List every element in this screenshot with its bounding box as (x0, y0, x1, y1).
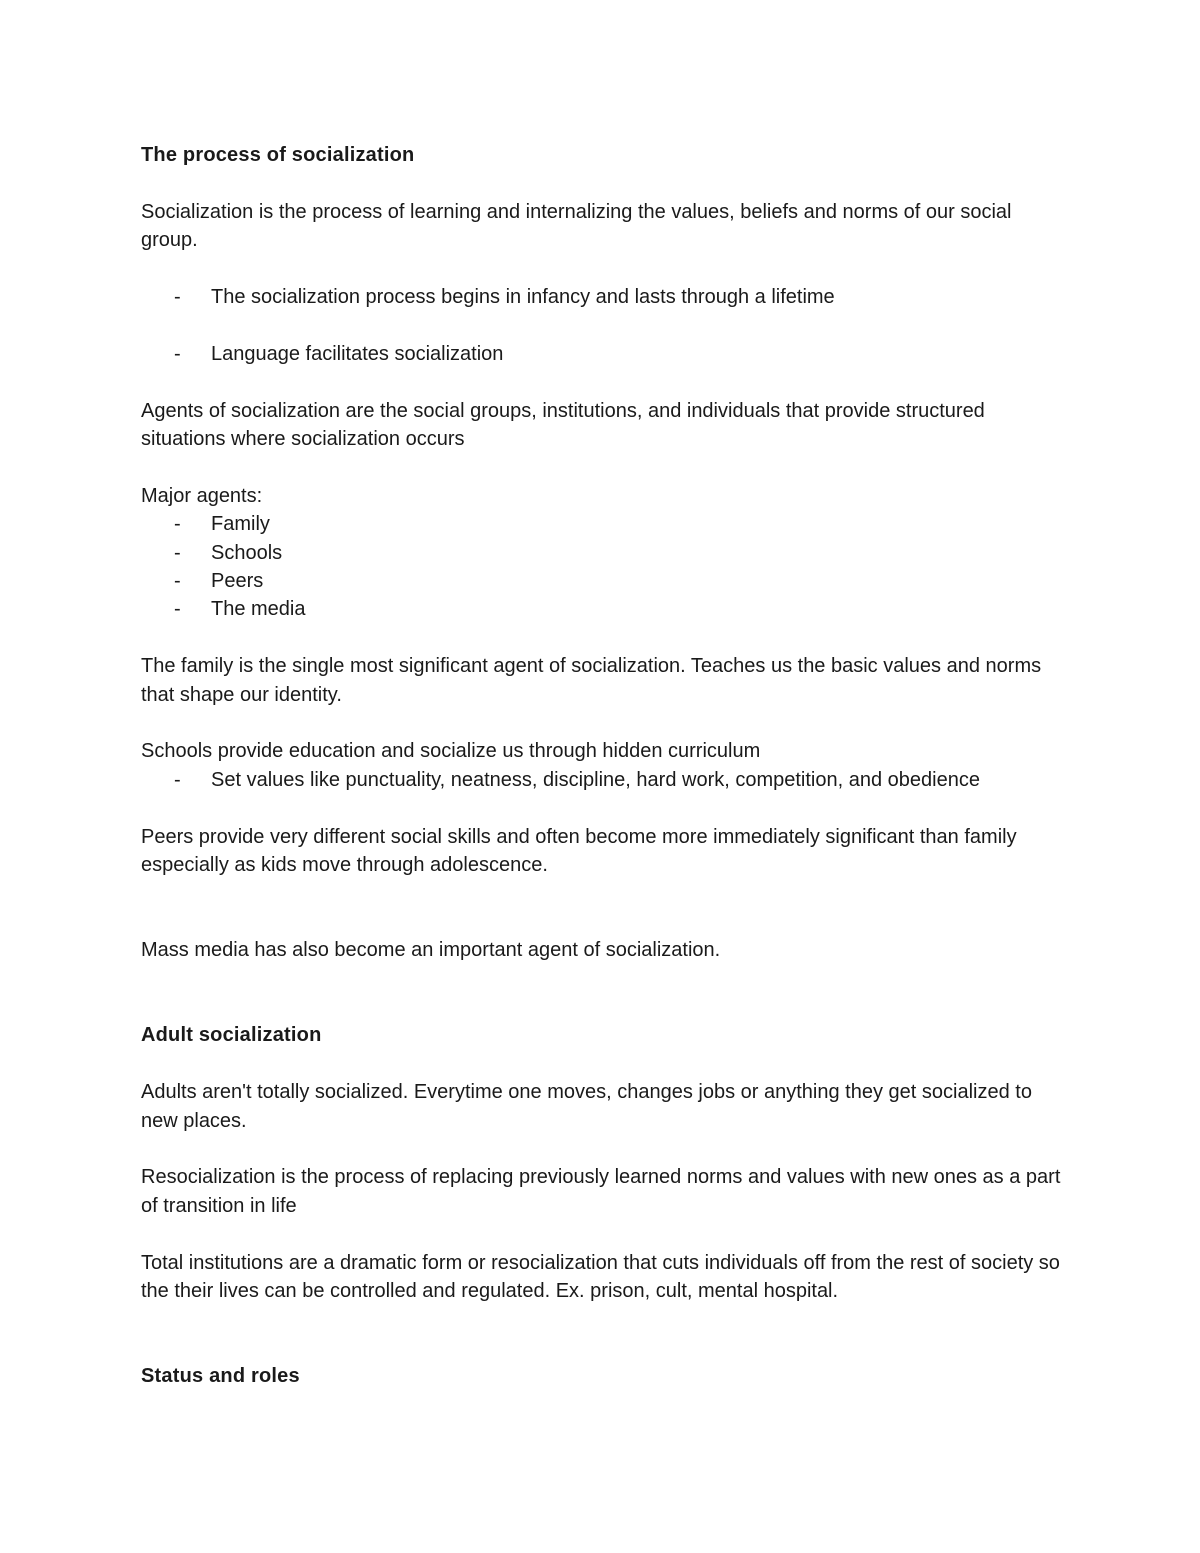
list-item-text: Set values like punctuality, neatness, discipline, hard work, competition, and obedience (211, 768, 980, 791)
paragraph-schools: Schools provide education and socialize us through hidden curriculum (141, 740, 761, 763)
paragraph-agents-definition: Agents of socialization are the social groups, institutions, and individuals that provide structured situations where socialization occurs (141, 399, 985, 450)
list-item-text: Language facilitates socialization (211, 342, 504, 365)
list-item-text: Schools (211, 541, 283, 564)
dash-bullet: - (174, 541, 181, 564)
list-item (141, 283, 1061, 311)
document-page (141, 141, 1061, 1391)
section-heading-socialization: The process of socialization (141, 144, 415, 166)
bullet-list-language (141, 340, 1061, 368)
paragraph-peers: Peers provide very different social skills and often become more immediately significant than family especially as kids move through adolescence. (141, 825, 1017, 877)
list-item (141, 539, 1061, 567)
paragraph-adults: Adults aren't totally socialized. Everytime one moves, changes jobs or anything they get socialized to new places. (141, 1081, 1032, 1132)
bullet-list-socialization (141, 283, 1061, 311)
list-item (141, 510, 1061, 538)
list-item-text: The socialization process begins in infancy and lasts through a lifetime (211, 286, 835, 308)
list-item (141, 595, 1061, 623)
paragraph-socialization-definition: Socialization is the process of learning and internalizing the values, beliefs and norms of our social group. (141, 200, 1012, 252)
major-agents-label: Major agents: (141, 484, 263, 507)
section-heading-status-roles: Status and roles (141, 1365, 300, 1388)
major-agents-list (141, 510, 1061, 624)
list-item (141, 766, 1061, 794)
dash-bullet: - (174, 286, 181, 308)
dash-bullet: - (174, 513, 181, 536)
paragraph-family: The family is the single most significant agent of socialization. Teaches us the basic values and norms that shape our identity. (141, 655, 1042, 706)
list-item (141, 340, 1061, 368)
paragraph-total-institutions: Total institutions are a dramatic form or resocialization that cuts individuals off from the rest of society so the their lives can be controlled and regulated. Ex. prison, cult, mental hospital. (141, 1251, 1060, 1303)
list-item-text: Peers (211, 570, 264, 593)
dash-bullet: - (174, 768, 181, 791)
list-item-text: Family (211, 513, 270, 536)
paragraph-resocialization: Resocialization is the process of replacing previously learned norms and values with new ones as a part of transition in life (141, 1166, 1061, 1217)
dash-bullet: - (174, 598, 181, 621)
section-heading-adult-socialization: Adult socialization (141, 1024, 322, 1047)
dash-bullet: - (174, 570, 181, 593)
bullet-list-schools (141, 766, 1061, 794)
dash-bullet: - (174, 342, 181, 365)
list-item (141, 567, 1061, 595)
paragraph-mass-media: Mass media has also become an important agent of socialization. (141, 939, 721, 962)
list-item-text: The media (211, 598, 306, 621)
